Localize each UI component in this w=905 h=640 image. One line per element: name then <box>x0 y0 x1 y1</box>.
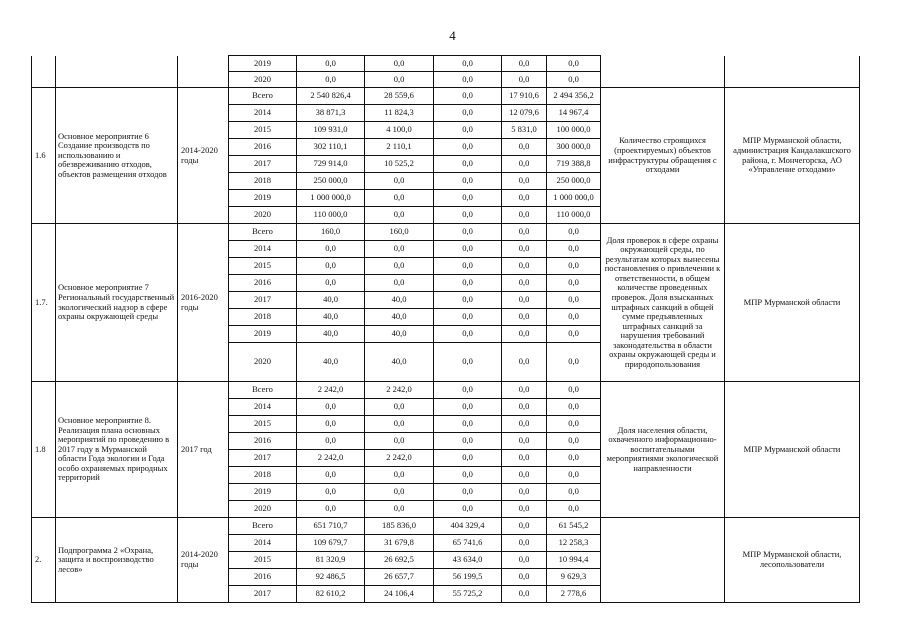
year-cell: 2014 <box>229 399 297 416</box>
value-cell: 0,0 <box>434 72 502 88</box>
value-cell: 40,0 <box>297 343 365 382</box>
value-cell: 5 831,0 <box>502 122 547 139</box>
value-cell: 92 486,5 <box>297 569 365 586</box>
year-cell: 2019 <box>229 190 297 207</box>
value-cell: 110 000,0 <box>547 207 601 224</box>
value-cell: 40,0 <box>365 343 434 382</box>
value-cell: 81 320,9 <box>297 552 365 569</box>
year-cell: 2016 <box>229 275 297 292</box>
value-cell: 40,0 <box>297 309 365 326</box>
value-cell: 0,0 <box>434 399 502 416</box>
implementation-period: 2014-2020 годы <box>178 518 229 603</box>
value-cell: 0,0 <box>502 258 547 275</box>
value-cell: 250 000,0 <box>547 173 601 190</box>
value-cell: 0,0 <box>502 586 547 603</box>
responsible-executor: МПР Мурманской области <box>725 382 860 518</box>
year-cell: 2020 <box>229 207 297 224</box>
value-cell: 11 824,3 <box>365 105 434 122</box>
value-cell: 17 910,6 <box>502 88 547 105</box>
empty-cell <box>601 56 725 88</box>
year-cell: Всего <box>229 88 297 105</box>
value-cell: 43 634,0 <box>434 552 502 569</box>
value-cell: 2 110,1 <box>365 139 434 156</box>
value-cell: 0,0 <box>434 156 502 173</box>
value-cell: 0,0 <box>365 56 434 72</box>
activity-name: Основное мероприятие 8. Реализация плана основных мероприятий по проведению в 2017 году в Мурманской области Года экологии и Года особо охраняемых природных территорий <box>56 382 178 518</box>
value-cell: 0,0 <box>547 450 601 467</box>
value-cell: 31 679,8 <box>365 535 434 552</box>
value-cell: 12 079,6 <box>502 105 547 122</box>
responsible-executor: МПР Мурманской области <box>725 224 860 382</box>
year-cell: 2017 <box>229 156 297 173</box>
value-cell: 0,0 <box>502 569 547 586</box>
value-cell: 61 545,2 <box>547 518 601 535</box>
value-cell: 40,0 <box>365 292 434 309</box>
value-cell: 0,0 <box>434 382 502 399</box>
value-cell: 0,0 <box>502 241 547 258</box>
page-number: 4 <box>449 28 456 43</box>
value-cell: 109 679,7 <box>297 535 365 552</box>
value-cell: 160,0 <box>297 224 365 241</box>
value-cell: 0,0 <box>547 56 601 72</box>
value-cell: 0,0 <box>365 467 434 484</box>
value-cell: 0,0 <box>365 258 434 275</box>
item-index: 2. <box>32 518 56 603</box>
empty-cell <box>56 56 178 88</box>
value-cell: 0,0 <box>502 450 547 467</box>
value-cell: 0,0 <box>365 433 434 450</box>
value-cell: 0,0 <box>365 399 434 416</box>
value-cell: 0,0 <box>502 173 547 190</box>
value-cell: 0,0 <box>434 326 502 343</box>
value-cell: 0,0 <box>547 241 601 258</box>
value-cell: 0,0 <box>434 275 502 292</box>
value-cell: 0,0 <box>547 382 601 399</box>
table-row <box>32 518 860 535</box>
value-cell: 0,0 <box>502 433 547 450</box>
value-cell: 0,0 <box>297 275 365 292</box>
value-cell: 0,0 <box>434 56 502 72</box>
value-cell: 2 242,0 <box>297 450 365 467</box>
value-cell: 0,0 <box>502 56 547 72</box>
value-cell: 0,0 <box>547 72 601 88</box>
responsible-executor: МПР Мурманской области, лесопользователи <box>725 518 860 603</box>
value-cell: 0,0 <box>502 467 547 484</box>
year-cell: 2014 <box>229 105 297 122</box>
value-cell: 0,0 <box>502 326 547 343</box>
value-cell: 0,0 <box>297 241 365 258</box>
year-cell: Всего <box>229 224 297 241</box>
value-cell: 0,0 <box>547 224 601 241</box>
value-cell: 0,0 <box>502 399 547 416</box>
value-cell: 28 559,6 <box>365 88 434 105</box>
value-cell: 0,0 <box>434 450 502 467</box>
value-cell: 0,0 <box>502 535 547 552</box>
value-cell: 0,0 <box>434 122 502 139</box>
item-index: 1.7. <box>32 224 56 382</box>
program-table <box>31 55 860 603</box>
year-cell: 2018 <box>229 173 297 190</box>
value-cell: 109 931,0 <box>297 122 365 139</box>
table-row <box>32 56 860 72</box>
year-cell: 2017 <box>229 450 297 467</box>
value-cell: 12 258,3 <box>547 535 601 552</box>
value-cell: 185 836,0 <box>365 518 434 535</box>
value-cell: 0,0 <box>502 156 547 173</box>
value-cell: 0,0 <box>434 88 502 105</box>
value-cell: 9 629,3 <box>547 569 601 586</box>
empty-cell <box>178 56 229 88</box>
value-cell: 65 741,6 <box>434 535 502 552</box>
year-cell: 2016 <box>229 569 297 586</box>
value-cell: 0,0 <box>502 552 547 569</box>
value-cell: 0,0 <box>502 382 547 399</box>
value-cell: 0,0 <box>297 258 365 275</box>
empty-cell <box>725 56 860 88</box>
value-cell: 302 110,1 <box>297 139 365 156</box>
indicator-text: Доля проверок в сфере охраны окружающей среды, по результатам которых вынесены постановления о привлечении к ответственности, в общем количестве проведенных проверок. Доля взысканных штрафных санкций в общей сумме предъявленных штрафных санкций за нарушения требований законодательства в области охраны окружающей среды и природопользования <box>601 224 725 382</box>
value-cell: 0,0 <box>297 433 365 450</box>
year-cell: 2018 <box>229 309 297 326</box>
value-cell: 110 000,0 <box>297 207 365 224</box>
activity-name: Основное мероприятие 6 Создание производств по использованию и обезвреживанию отходов, объектов размещения отходов <box>56 88 178 224</box>
value-cell: 2 242,0 <box>297 382 365 399</box>
value-cell: 0,0 <box>502 518 547 535</box>
value-cell: 2 540 826,4 <box>297 88 365 105</box>
value-cell: 4 100,0 <box>365 122 434 139</box>
value-cell: 0,0 <box>434 241 502 258</box>
year-cell: 2015 <box>229 258 297 275</box>
value-cell: 0,0 <box>502 484 547 501</box>
implementation-period: 2016-2020 годы <box>178 224 229 382</box>
value-cell: 0,0 <box>547 399 601 416</box>
year-cell: 2016 <box>229 139 297 156</box>
activity-name: Подпрограмма 2 «Охрана, защита и воспроизводство лесов» <box>56 518 178 603</box>
value-cell: 0,0 <box>502 207 547 224</box>
value-cell: 0,0 <box>297 399 365 416</box>
value-cell: 404 329,4 <box>434 518 502 535</box>
value-cell: 26 692,5 <box>365 552 434 569</box>
value-cell: 0,0 <box>365 501 434 518</box>
value-cell: 0,0 <box>547 343 601 382</box>
year-cell: 2016 <box>229 433 297 450</box>
table-row <box>32 88 860 105</box>
year-cell: 2019 <box>229 56 297 72</box>
value-cell: 0,0 <box>434 467 502 484</box>
value-cell: 0,0 <box>547 309 601 326</box>
value-cell: 0,0 <box>502 416 547 433</box>
value-cell: 0,0 <box>434 416 502 433</box>
value-cell: 0,0 <box>434 433 502 450</box>
year-cell: 2017 <box>229 586 297 603</box>
value-cell: 0,0 <box>297 56 365 72</box>
value-cell: 38 871,3 <box>297 105 365 122</box>
value-cell: 0,0 <box>547 467 601 484</box>
indicator-text: Доля населения области, охваченного информационно-воспитательными мероприятиями экологической направленности <box>601 382 725 518</box>
value-cell: 0,0 <box>547 275 601 292</box>
year-cell: 2020 <box>229 501 297 518</box>
year-cell: 2015 <box>229 552 297 569</box>
value-cell: 0,0 <box>434 207 502 224</box>
value-cell: 0,0 <box>434 484 502 501</box>
year-cell: 2015 <box>229 122 297 139</box>
value-cell: 0,0 <box>547 326 601 343</box>
value-cell: 0,0 <box>365 241 434 258</box>
value-cell: 0,0 <box>434 224 502 241</box>
value-cell: 0,0 <box>365 173 434 190</box>
value-cell: 0,0 <box>365 484 434 501</box>
value-cell: 0,0 <box>502 343 547 382</box>
value-cell: 0,0 <box>547 258 601 275</box>
table-row <box>32 224 860 241</box>
responsible-executor: МПР Мурманской области, администрация Кандалакшского района, г. Мончегорска, АО «Управление отходами» <box>725 88 860 224</box>
value-cell: 0,0 <box>502 190 547 207</box>
value-cell: 0,0 <box>502 72 547 88</box>
value-cell: 0,0 <box>434 343 502 382</box>
value-cell: 82 610,2 <box>297 586 365 603</box>
value-cell: 0,0 <box>434 292 502 309</box>
value-cell: 2 778,6 <box>547 586 601 603</box>
value-cell: 0,0 <box>365 190 434 207</box>
value-cell: 0,0 <box>434 105 502 122</box>
year-cell: 2015 <box>229 416 297 433</box>
item-index: 1.8 <box>32 382 56 518</box>
value-cell: 651 710,7 <box>297 518 365 535</box>
year-cell: 2018 <box>229 467 297 484</box>
year-cell: Всего <box>229 518 297 535</box>
value-cell: 0,0 <box>547 292 601 309</box>
value-cell: 0,0 <box>434 309 502 326</box>
implementation-period: 2014-2020 годы <box>178 88 229 224</box>
year-cell: 2014 <box>229 241 297 258</box>
value-cell: 56 199,5 <box>434 569 502 586</box>
value-cell: 729 914,0 <box>297 156 365 173</box>
value-cell: 10 994,4 <box>547 552 601 569</box>
value-cell: 0,0 <box>365 416 434 433</box>
activity-name: Основное мероприятие 7 Региональный государственный экологический надзор в сфере охраны окружающей среды <box>56 224 178 382</box>
value-cell: 0,0 <box>434 190 502 207</box>
value-cell: 719 388,8 <box>547 156 601 173</box>
value-cell: 14 967,4 <box>547 105 601 122</box>
value-cell: 1 000 000,0 <box>297 190 365 207</box>
value-cell: 40,0 <box>297 326 365 343</box>
item-index: 1.6 <box>32 88 56 224</box>
value-cell: 300 000,0 <box>547 139 601 156</box>
value-cell: 0,0 <box>297 484 365 501</box>
value-cell: 0,0 <box>547 433 601 450</box>
empty-cell <box>32 56 56 88</box>
value-cell: 0,0 <box>502 139 547 156</box>
value-cell: 0,0 <box>547 484 601 501</box>
year-cell: 2019 <box>229 484 297 501</box>
value-cell: 0,0 <box>297 467 365 484</box>
value-cell: 24 106,4 <box>365 586 434 603</box>
value-cell: 0,0 <box>297 416 365 433</box>
value-cell: 0,0 <box>502 309 547 326</box>
value-cell: 0,0 <box>547 501 601 518</box>
value-cell: 0,0 <box>365 207 434 224</box>
value-cell: 100 000,0 <box>547 122 601 139</box>
value-cell: 0,0 <box>502 275 547 292</box>
year-cell: 2014 <box>229 535 297 552</box>
value-cell: 0,0 <box>547 416 601 433</box>
value-cell: 2 242,0 <box>365 382 434 399</box>
value-cell: 0,0 <box>365 72 434 88</box>
value-cell: 55 725,2 <box>434 586 502 603</box>
implementation-period: 2017 год <box>178 382 229 518</box>
value-cell: 0,0 <box>434 173 502 190</box>
value-cell: 40,0 <box>365 309 434 326</box>
value-cell: 1 000 000,0 <box>547 190 601 207</box>
value-cell: 40,0 <box>365 326 434 343</box>
value-cell: 0,0 <box>297 501 365 518</box>
indicator-text <box>601 518 725 603</box>
value-cell: 2 242,0 <box>365 450 434 467</box>
value-cell: 160,0 <box>365 224 434 241</box>
value-cell: 0,0 <box>434 258 502 275</box>
value-cell: 0,0 <box>434 501 502 518</box>
table-row <box>32 382 860 399</box>
year-cell: 2017 <box>229 292 297 309</box>
value-cell: 10 525,2 <box>365 156 434 173</box>
value-cell: 26 657,7 <box>365 569 434 586</box>
value-cell: 0,0 <box>502 501 547 518</box>
value-cell: 2 494 356,2 <box>547 88 601 105</box>
value-cell: 0,0 <box>502 224 547 241</box>
value-cell: 0,0 <box>502 292 547 309</box>
year-cell: Всего <box>229 382 297 399</box>
year-cell: 2019 <box>229 326 297 343</box>
value-cell: 0,0 <box>365 275 434 292</box>
value-cell: 250 000,0 <box>297 173 365 190</box>
value-cell: 0,0 <box>297 72 365 88</box>
value-cell: 0,0 <box>434 139 502 156</box>
year-cell: 2020 <box>229 343 297 382</box>
year-cell: 2020 <box>229 72 297 88</box>
indicator-text: Количество строящихся (проектируемых) объектов инфраструктуры обращения с отходами <box>601 88 725 224</box>
value-cell: 40,0 <box>297 292 365 309</box>
